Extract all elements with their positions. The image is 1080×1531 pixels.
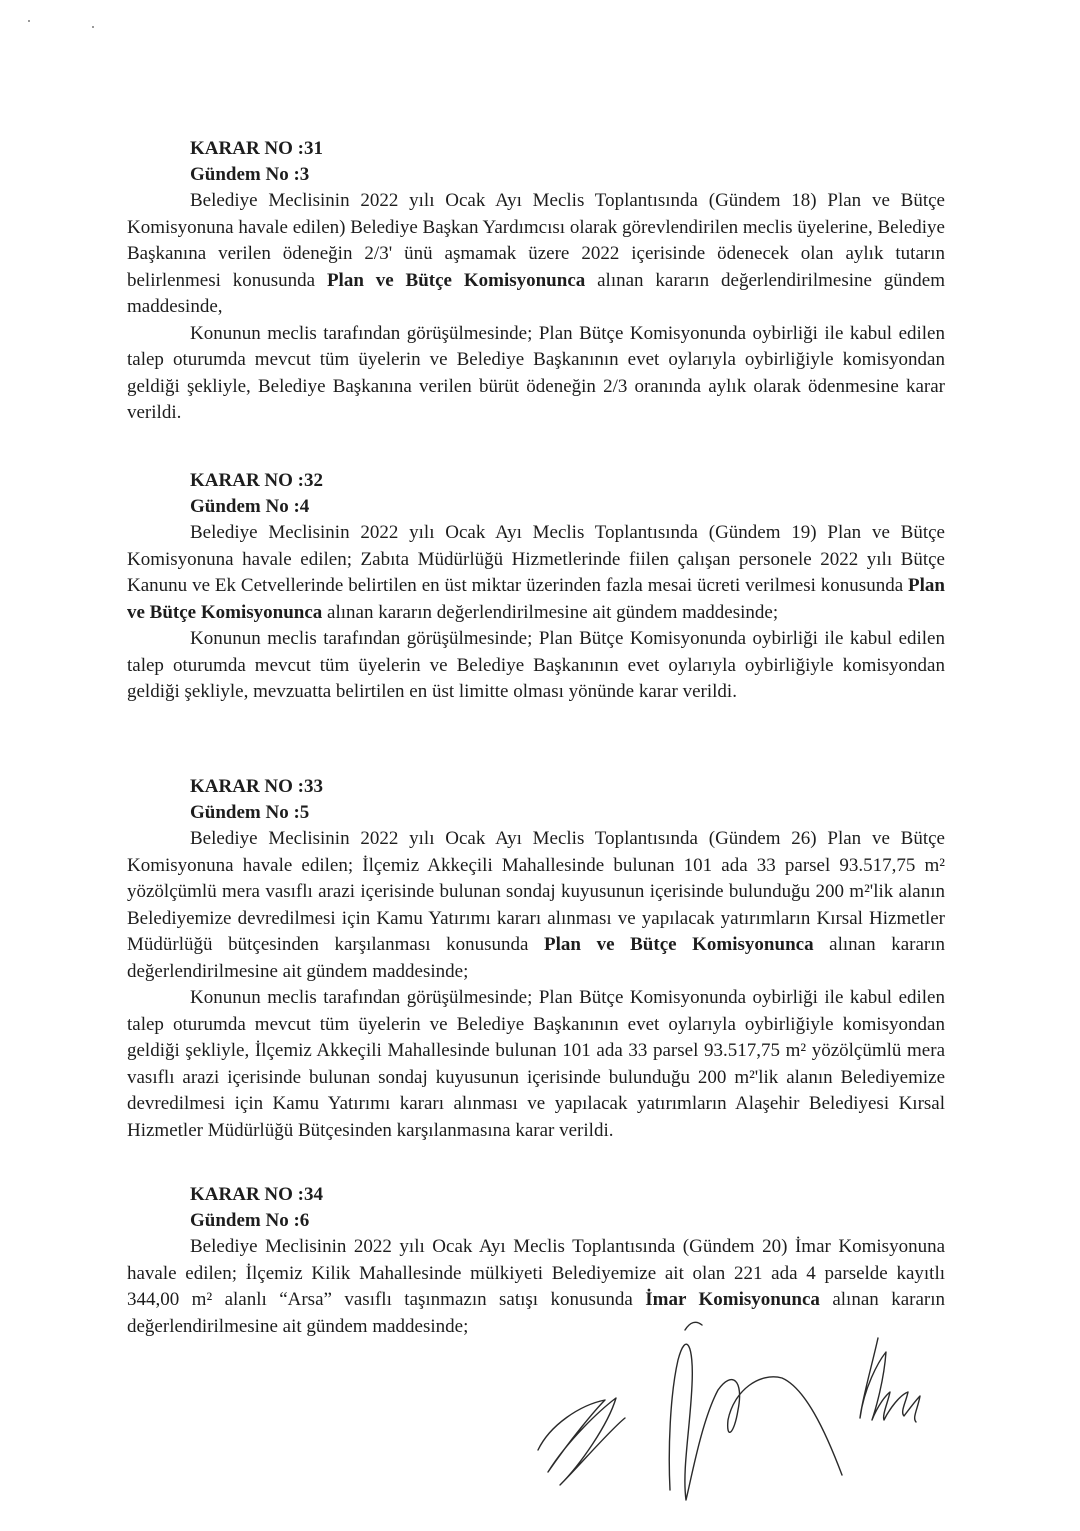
gundem-no: Gündem No :4 <box>190 496 310 517</box>
scan-speck <box>92 26 94 28</box>
decision-result-paragraph: Konunun meclis tarafından görüşülmesinde; Plan Bütçe Komisyonunda oybirliği ile kabul edilen talep oturumda mevcut tüm üyelerin ve Belediye Başkanının evet oylarıyla oybirliğiyle komisyondan geldiği şekliyle, Belediye Başkanına verilen bürüt ödeneğin 2/3 oranında aylık olarak ödenmesine karar verildi. <box>127 322 945 423</box>
decision-agenda-paragraph: Belediye Meclisinin 2022 yılı Ocak Ayı Meclis Toplantısında (Gündem 18) Plan ve Bütçe Komisyonuna havale edilen) Belediye Başkan Yardımcısı olarak görevlendirilen meclis üyelerine, Belediye Başkanına verilen ödeneğin 2/3' ünü aşmamak üzere 2022 içerisinde ödenecek olan aylık tutarın belirlenmesi konusunda Plan ve Bütçe Komisyonunca alınan kararın değerlendirilmesine gündem maddesinde, <box>127 190 945 317</box>
karar-no: KARAR NO :33 <box>190 776 323 797</box>
decision-32 <box>127 468 945 706</box>
signatures <box>520 1300 940 1530</box>
decision-agenda-paragraph: Belediye Meclisinin 2022 yılı Ocak Ayı Meclis Toplantısında (Gündem 26) Plan ve Bütçe Komisyonuna havale edilen; İlçemiz Akkeçili Mahallesinde bulunan 101 ada 33 parsel 93.517,75 m² yözölçümlü mera vasıflı arazi içerisinde bulunan sondaj kuyusunun içerisinde bulunduğu 200 m²'lik alanın Belediyemize devredilmesi için Kamu Yatırımı kararı alınması ve yapılacak yatırımların Kırsal Hizmetler Müdürlüğü bütçesinden karşılanması konusunda Plan ve Bütçe Komisyonunca alınan kararın değerlendirilmesine ait gündem maddesinde; <box>127 828 946 982</box>
signature-2 <box>669 1344 842 1500</box>
gundem-no: Gündem No :3 <box>190 164 310 185</box>
decision-agenda-paragraph: Belediye Meclisinin 2022 yılı Ocak Ayı Meclis Toplantısında (Gündem 19) Plan ve Bütçe Komisyonuna havale edilen; Zabıta Müdürlüğü Hizmetlerinde fiilen çalışan personele 2022 yılı Bütçe Kanunu ve Ek Cetvellerinde belirtilen en üst miktar üzerinden fazla mesai ücreti verilmesi konusunda Plan ve Bütçe Komisyonunca alınan kararın değerlendirilmesine ait gündem maddesinde; <box>127 522 945 623</box>
signature-2-tail <box>685 1322 702 1330</box>
decision-33 <box>127 774 945 1144</box>
karar-no: KARAR NO :34 <box>190 1184 323 1205</box>
signature-3 <box>860 1338 920 1422</box>
karar-no: KARAR NO :32 <box>190 470 323 491</box>
decision-result-paragraph: Konunun meclis tarafından görüşülmesinde; Plan Bütçe Komisyonunda oybirliği ile kabul edilen talep oturumda mevcut tüm üyelerin ve Belediye Başkanının evet oylarıyla oybirliğiyle komisyondan geldiği şekliyle, mevzuatta belirtilen en üst limitte olması yönünde karar verildi. <box>127 628 945 702</box>
signature-1 <box>538 1398 625 1485</box>
gundem-no: Gündem No :5 <box>190 802 310 823</box>
decision-31 <box>127 136 945 427</box>
karar-no: KARAR NO :31 <box>190 138 323 159</box>
gundem-no: Gündem No :6 <box>190 1210 310 1231</box>
decision-result-paragraph: Konunun meclis tarafından görüşülmesinde; Plan Bütçe Komisyonunda oybirliği ile kabul edilen talep oturumda mevcut tüm üyelerin ve Belediye Başkanının evet oylarıyla oybirliğiyle komisyondan geldiği şekliyle, İlçemiz Akkeçili Mahallesinde bulunan 101 ada 33 parsel 93.517,75 m² yözölçümlü mera vasıflı arazi içerisinde bulunan sondaj kuyusunun içerisinde bulunduğu 200 m²'lik alanın Belediyemize devredilmesi için Kamu Yatırımı kararı alınması ve yapılacak yatırımların Alaşehir Belediyesi Kırsal Hizmetler Müdürlüğü Bütçesinden karşılanmasına karar verildi. <box>127 987 945 1141</box>
scan-speck <box>28 20 30 22</box>
decision-agenda-paragraph: Belediye Meclisinin 2022 yılı Ocak Ayı Meclis Toplantısında (Gündem 20) İmar Komisyonuna havale edilen; İlçemiz Kilik Mahallesinde mülkiyeti Belediyemize ait olan 221 ada 4 parselde kayıtlı 344,00 m² alanlı “Arsa” vasıflı taşınmazın satışı konusunda İmar Komisyonunca alınan kararın değerlendirilmesine ait gündem maddesinde; <box>127 1236 945 1337</box>
